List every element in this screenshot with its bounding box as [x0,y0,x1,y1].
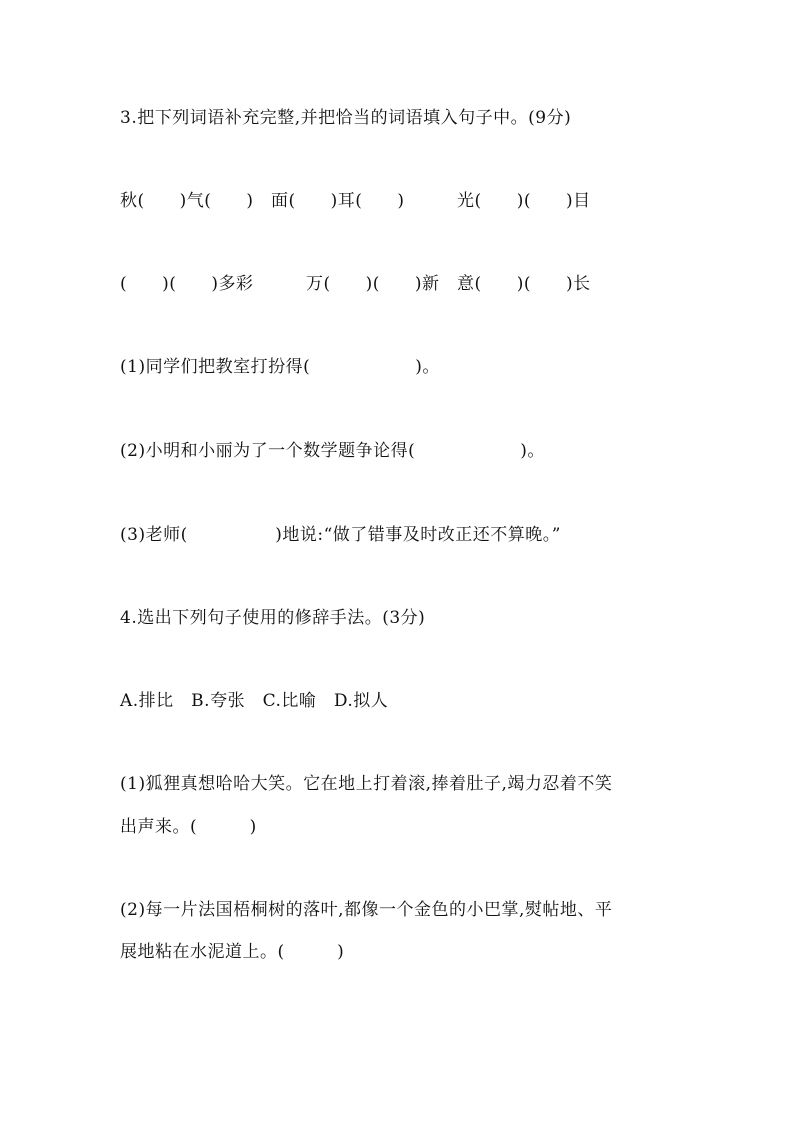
question-4-sentence-1-line-1: (1)狐狸真想哈哈大笑。它在地上打着滚,捧着肚子,竭力忍着不笑 [120,774,613,794]
question-4-options: A.排比 B.夸张 C.比喻 D.拟人 [120,691,389,711]
question-4-sentence-2-line-1: (2)每一片法国梧桐树的落叶,都像一个金色的小巴掌,熨帖地、平 [120,900,613,920]
question-4-sentence-1-line-2: 出声来。( ) [120,817,257,837]
question-4-title: 4.选出下列句子使用的修辞手法。(3分) [120,608,426,628]
question-4-sentence-2-line-2: 展地粘在水泥道上。( ) [120,942,345,962]
question-3-title: 3.把下列词语补充完整,并把恰当的词语填入句子中。(9分) [120,108,572,128]
question-3-words-row-2: ( )( )多彩 万( )( )新 意( )( )长 [120,274,591,294]
question-3-words-row-1: 秋( )气( ) 面( )耳( ) 光( )( )目 [120,191,591,211]
question-3-sentence-3: (3)老师( )地说:“做了错事及时改正还不算晚。” [120,525,561,545]
question-3-sentence-2: (2)小明和小丽为了一个数学题争论得( )。 [120,441,545,461]
question-3-sentence-1: (1)同学们把教室打扮得( )。 [120,357,440,377]
